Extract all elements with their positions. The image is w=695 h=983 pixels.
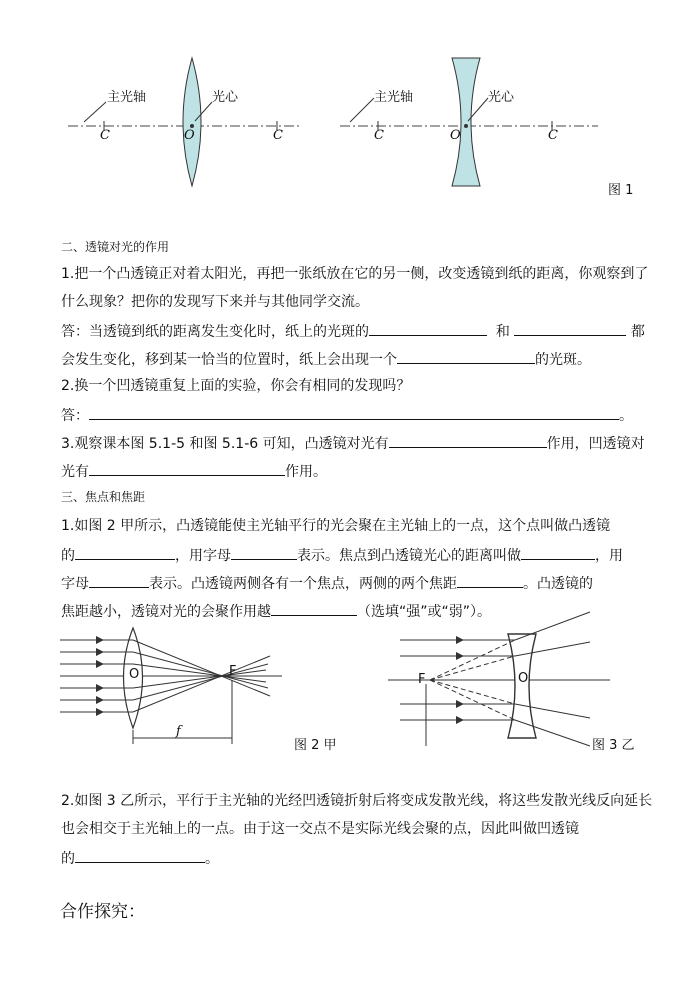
- fig2-focal-length-label: f: [176, 724, 181, 739]
- fig2-convex-rays: [60, 628, 282, 744]
- fig2-f-label: F: [229, 664, 237, 679]
- fig3-f-label: F: [418, 672, 426, 687]
- answer-blank[interactable]: [514, 321, 626, 336]
- fig1-left-o: O: [184, 128, 195, 143]
- p2-line3: 的 。: [61, 848, 219, 868]
- fig2-o-label: O: [129, 667, 140, 682]
- convex-lens-shape: [183, 58, 201, 186]
- q3-line2: 光有 作用。: [61, 461, 327, 481]
- answer-blank[interactable]: [521, 545, 595, 560]
- fig3-o-label: O: [518, 671, 529, 686]
- answer-blank[interactable]: [271, 601, 357, 616]
- answer-blank[interactable]: [75, 545, 175, 560]
- fig1-left-c1: C: [100, 128, 110, 143]
- answer-blank[interactable]: [89, 405, 619, 420]
- fig2-caption: 图 2 甲: [294, 738, 337, 753]
- fig1-right-axis-label: 主光轴: [374, 90, 414, 105]
- p1-line4: 焦距越小，透镜对光的会聚作用越 （选填“强”或“弱”）。: [61, 601, 491, 621]
- q1-line1: 1.把一个凸透镜正对着太阳光，再把一张纸放在它的另一侧，改变透镜到纸的距离，你观察到了: [61, 266, 649, 282]
- fig1-right-center-label: 光心: [488, 90, 515, 105]
- a2-line: 答： 。: [61, 405, 633, 425]
- answer-blank[interactable]: [89, 573, 149, 588]
- p1-line1: 1.如图 2 甲所示，凸透镜能使主光轴平行的光会聚在主光轴上的一点，这个点叫做凸透镜: [61, 518, 611, 534]
- q1-line2: 什么现象？把你的发现写下来并与其他同学交流。: [61, 294, 369, 310]
- p1-line2: 的 ，用字母 表示。焦点到凸透镜光心的距离叫做 ，用: [61, 545, 623, 565]
- q3-line1: 3.观察课本图 5.1-5 和图 5.1-6 可知，凸透镜对光有 作用，凹透镜对: [61, 433, 645, 453]
- fig1-left-c2: C: [273, 128, 283, 143]
- fig1-left-axis-label: 主光轴: [107, 90, 147, 105]
- fig3-caption: 图 3 乙: [592, 738, 635, 753]
- fig1-right-c2: C: [548, 128, 558, 143]
- cooperative-inquiry-heading: 合作探究：: [60, 902, 145, 922]
- fig1-caption: 图 1: [608, 183, 634, 198]
- answer-blank[interactable]: [231, 545, 297, 560]
- section2-heading: 二、透镜对光的作用: [61, 240, 170, 254]
- a1-line1: 答：当透镜到纸的距离发生变化时，纸上的光斑的 和 都: [61, 321, 645, 341]
- p2-line1: 2.如图 3 乙所示，平行于主光轴的光经凹透镜折射后将变成发散光线，将这些发散光线反向延长: [61, 793, 653, 809]
- answer-blank[interactable]: [89, 461, 285, 476]
- fig1-right-o: O: [450, 128, 461, 143]
- concave-lens-shape: [452, 58, 480, 186]
- section3-heading: 三、焦点和焦距: [61, 490, 146, 504]
- answer-blank[interactable]: [397, 349, 535, 364]
- answer-blank[interactable]: [457, 573, 523, 588]
- axis-pointer-line: [84, 102, 106, 122]
- answer-blank[interactable]: [369, 321, 487, 336]
- fig1-left-center-label: 光心: [212, 90, 239, 105]
- a1-line2: 会发生变化，移到某一恰当的位置时，纸上会出现一个 的光斑。: [61, 349, 591, 369]
- p1-line3: 字母 表示。凸透镜两侧各有一个焦点，两侧的两个焦距 。凸透镜的: [61, 573, 593, 593]
- p2-line2: 也会相交于主光轴上的一点。由于这一交点不是实际光线会聚的点，因此叫做凹透镜: [61, 821, 579, 837]
- answer-blank[interactable]: [75, 848, 205, 863]
- fig1-right-c1: C: [374, 128, 384, 143]
- answer-blank[interactable]: [389, 433, 547, 448]
- q2: 2.换一个凹透镜重复上面的实验，你会有相同的发现吗？: [61, 378, 411, 394]
